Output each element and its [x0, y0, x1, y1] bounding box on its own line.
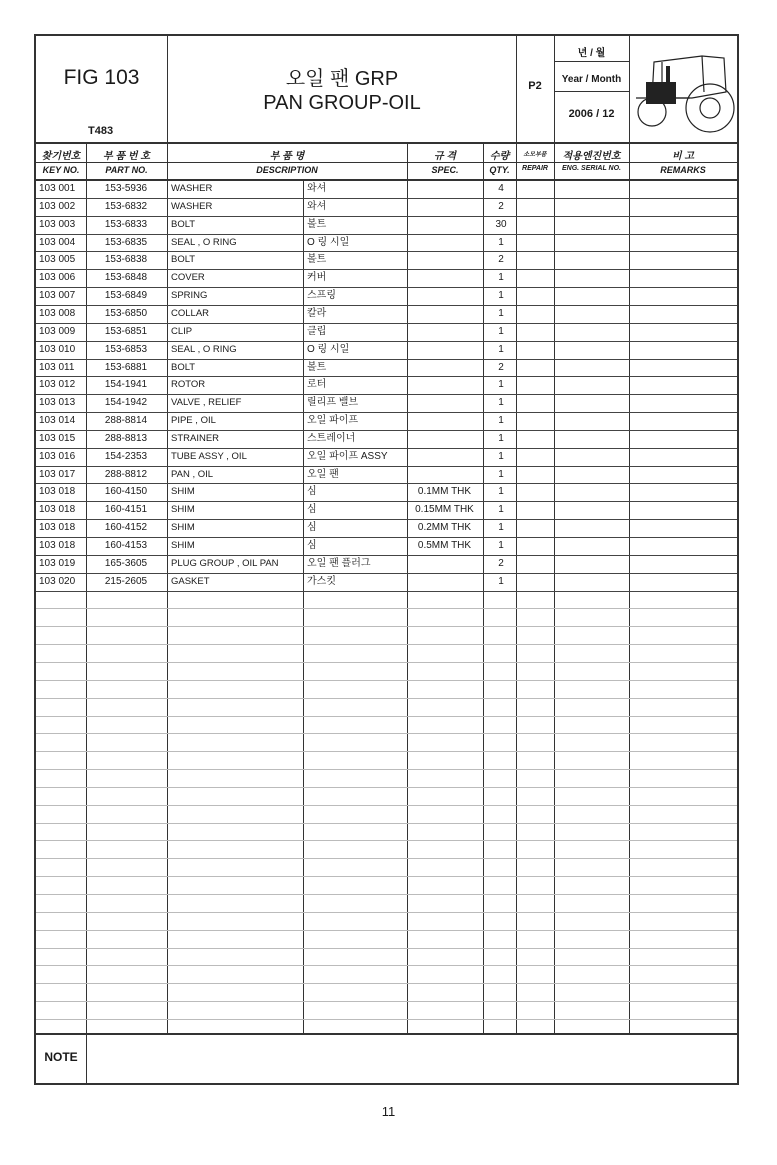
row-divider [36, 466, 737, 467]
quantity: 2 [498, 361, 504, 373]
table-row [36, 251, 737, 269]
description-korean: 칼라 [307, 307, 327, 319]
spec: 0.1MM THK [417, 486, 472, 498]
quantity: 1 [498, 575, 504, 587]
table-row [36, 287, 737, 305]
key-number: 103 020 [39, 575, 76, 587]
spec [407, 466, 482, 483]
row-divider [36, 626, 737, 627]
row-divider [36, 341, 737, 342]
spec [407, 216, 482, 233]
spec: 0.15MM THK [415, 504, 474, 516]
row-divider [36, 787, 737, 788]
description: SHIM [171, 504, 195, 516]
spec [407, 394, 482, 411]
row-divider [36, 591, 737, 592]
description-korean: O 링 시일 [307, 236, 350, 248]
row-divider [36, 823, 737, 824]
spec [407, 448, 482, 465]
part-number: 154-1941 [104, 379, 148, 391]
row-divider [36, 519, 737, 520]
note-label: NOTE [44, 1050, 78, 1064]
quantity: 1 [498, 468, 504, 480]
spec: 0.5MM THK [417, 540, 472, 551]
part-number: 288-8812 [104, 468, 148, 480]
row-divider [36, 216, 737, 217]
description: PLUG GROUP , OIL PAN [171, 557, 279, 569]
description-korean: 스트레이너 [307, 432, 356, 444]
spec [407, 269, 482, 286]
part-number: 153-6833 [104, 218, 148, 230]
row-divider [36, 680, 737, 681]
quantity: 1 [498, 540, 504, 551]
col-part-en: PART NO. [105, 165, 148, 175]
row-divider [36, 198, 737, 199]
part-number: 153-6851 [104, 325, 148, 337]
row-divider [36, 483, 737, 484]
description: BOLT [171, 218, 196, 230]
tractor-icon [632, 42, 738, 140]
row-divider [36, 733, 737, 734]
key-number: 103 010 [39, 343, 76, 355]
row-divider [36, 965, 737, 966]
quantity: 1 [498, 379, 504, 391]
description-korean: 와셔 [307, 200, 327, 212]
description: BOLT [171, 361, 196, 373]
part-number: 153-6881 [104, 361, 148, 373]
row-divider [36, 698, 737, 699]
quantity: 1 [498, 486, 504, 498]
col-key-en: KEY NO. [42, 165, 80, 175]
row-divider [36, 948, 737, 949]
row-divider [36, 287, 737, 288]
row-divider [36, 1019, 737, 1020]
part-number: 154-1942 [104, 397, 148, 409]
quantity: 1 [498, 415, 504, 427]
key-number: 103 018 [39, 540, 76, 551]
table-row [36, 412, 737, 430]
description-korean: 릴리프 밸브 [307, 397, 359, 409]
model-code: T483 [88, 125, 114, 137]
quantity: 1 [498, 325, 504, 337]
table-row [36, 323, 737, 341]
title-korean: 오일 팬 GRP [285, 68, 399, 90]
key-number: 103 006 [39, 272, 76, 284]
row-divider [36, 805, 737, 806]
part-number: 153-6838 [104, 254, 148, 266]
description: WASHER [171, 183, 213, 194]
spec: 0.2MM THK [417, 522, 472, 534]
key-number: 103 003 [39, 218, 76, 230]
description: TUBE ASSY , OIL [171, 450, 247, 462]
part-number: 160-4151 [104, 504, 148, 516]
row-divider [36, 858, 737, 859]
spec [407, 341, 482, 358]
key-number: 103 005 [39, 254, 76, 266]
col-repair-kr: 소모부품 [523, 152, 547, 158]
spec [407, 359, 482, 376]
spec [407, 198, 482, 215]
description: PAN , OIL [171, 468, 214, 480]
description: STRAINER [171, 432, 220, 444]
col-key-kr: 찾기번호 [41, 151, 81, 162]
table-row [36, 198, 737, 216]
part-number: 153-6853 [104, 343, 148, 355]
row-divider [36, 876, 737, 877]
row-divider [36, 608, 737, 609]
table-row [36, 394, 737, 412]
description: SEAL , O RING [171, 236, 237, 248]
row-divider [36, 234, 737, 235]
spec [407, 412, 482, 429]
row-divider [36, 769, 737, 770]
spec [407, 430, 482, 447]
key-number: 103 011 [39, 361, 75, 373]
description: ROTOR [171, 379, 206, 391]
part-number: 154-2353 [104, 450, 148, 462]
description-korean: 볼트 [307, 361, 327, 373]
row-divider [36, 930, 737, 931]
description-korean: 와셔 [307, 183, 327, 194]
quantity: 4 [498, 183, 504, 194]
part-number: 215-2605 [104, 575, 148, 587]
table-row [36, 573, 737, 591]
key-number: 103 018 [39, 522, 76, 534]
row-divider [36, 555, 737, 556]
page-code: P2 [528, 80, 542, 92]
row-divider [36, 430, 737, 431]
description: SEAL , O RING [171, 343, 237, 355]
key-number: 103 013 [39, 397, 76, 409]
part-number: 153-6848 [104, 272, 148, 284]
issue-date: 2006 / 12 [568, 108, 615, 120]
table-row [36, 234, 737, 252]
description: GASKET [171, 575, 210, 587]
description: COVER [171, 272, 205, 284]
part-number: 153-6849 [104, 290, 148, 302]
row-divider [36, 269, 737, 270]
quantity: 1 [498, 522, 504, 534]
description-korean: 오일 파이프 [307, 415, 359, 427]
key-number: 103 016 [39, 450, 76, 462]
key-number: 103 001 [39, 183, 76, 194]
year-month-korean: 년 / 월 [577, 48, 606, 59]
quantity: 2 [498, 200, 504, 212]
row-divider [36, 412, 737, 413]
row-divider [36, 305, 737, 306]
row-divider [36, 359, 737, 360]
key-number: 103 004 [39, 236, 76, 248]
part-number: 165-3605 [104, 557, 148, 569]
description-korean: 오일 파이프 ASSY [307, 450, 388, 462]
row-divider [36, 448, 737, 449]
col-desc-kr: 부 품 명 [269, 151, 305, 162]
spec [407, 180, 482, 197]
spec [407, 323, 482, 340]
row-divider [36, 662, 737, 663]
part-number: 160-4153 [104, 540, 148, 551]
table-row [36, 466, 737, 484]
description: WASHER [171, 200, 213, 212]
description-korean: 오일 팬 [307, 468, 339, 480]
quantity: 1 [498, 307, 504, 319]
row-divider [36, 501, 737, 502]
quantity: 30 [495, 218, 507, 230]
spec [407, 376, 482, 393]
key-number: 103 002 [39, 200, 76, 212]
description: VALVE , RELIEF [171, 397, 242, 409]
key-number: 103 019 [39, 557, 76, 569]
col-eng-en: ENG. SERIAL NO. [562, 165, 621, 172]
row-divider [36, 840, 737, 841]
part-number: 288-8813 [104, 432, 148, 444]
page-number: 11 [381, 1104, 396, 1119]
row-divider [36, 323, 737, 324]
description-korean: O 링 시일 [307, 343, 350, 355]
quantity: 1 [498, 290, 504, 302]
description-korean: 스프링 [307, 290, 336, 302]
part-number: 288-8814 [104, 415, 148, 427]
key-number: 103 018 [39, 504, 76, 516]
col-desc-en: DESCRIPTION [256, 165, 318, 175]
description: SHIM [171, 486, 195, 498]
row-divider [36, 644, 737, 645]
key-number: 103 017 [39, 468, 76, 480]
table-row [36, 269, 737, 287]
table-row [36, 448, 737, 466]
description-korean: 심 [307, 486, 317, 498]
description-korean: 심 [307, 540, 317, 551]
table-row [36, 180, 737, 198]
description-korean: 커버 [307, 272, 327, 284]
part-number: 153-5936 [104, 183, 148, 194]
quantity: 1 [498, 397, 504, 409]
table-row [36, 483, 737, 501]
col-qty-en: QTY. [489, 165, 510, 175]
description: BOLT [171, 254, 196, 266]
quantity: 1 [498, 272, 504, 284]
description-korean: 오일 팬 플러그 [307, 557, 371, 569]
col-repair-en: REPAIR [522, 165, 548, 172]
col-remarks-en: REMARKS [660, 165, 706, 175]
part-number: 153-6850 [104, 307, 148, 319]
table-row [36, 537, 737, 555]
title-english: PAN GROUP-OIL [263, 92, 421, 114]
description-korean: 클립 [307, 325, 327, 337]
figure-number: FIG 103 [63, 66, 140, 89]
table-row [36, 359, 737, 377]
row-divider [36, 537, 737, 538]
key-number: 103 008 [39, 307, 76, 319]
description-korean: 심 [307, 522, 317, 534]
description: COLLAR [171, 307, 210, 319]
description-korean: 로터 [307, 379, 327, 391]
row-divider [36, 1001, 737, 1002]
description-korean: 볼트 [307, 218, 327, 230]
spec [407, 573, 482, 590]
table-row [36, 501, 737, 519]
description: SHIM [171, 540, 195, 551]
part-number: 153-6832 [104, 200, 148, 212]
spec [407, 251, 482, 268]
description: SPRING [171, 290, 208, 302]
row-divider [36, 251, 737, 252]
quantity: 1 [498, 236, 504, 248]
description: PIPE , OIL [171, 415, 216, 427]
table-row [36, 376, 737, 394]
col-qty-kr: 수량 [489, 151, 510, 162]
part-number: 153-6835 [104, 236, 148, 248]
row-divider [36, 751, 737, 752]
description: CLIP [171, 325, 193, 337]
quantity: 2 [498, 557, 504, 569]
part-number: 160-4152 [104, 522, 148, 534]
table-row [36, 555, 737, 573]
description: SHIM [171, 522, 195, 534]
row-divider [36, 716, 737, 717]
quantity: 2 [498, 254, 504, 266]
row-divider [36, 573, 737, 574]
row-divider [36, 912, 737, 913]
part-number: 160-4150 [104, 486, 148, 498]
description-korean: 가스킷 [307, 575, 336, 587]
quantity: 1 [498, 432, 504, 444]
col-eng-kr: 적용엔진번호 [562, 151, 621, 162]
row-divider [36, 376, 737, 377]
row-divider [36, 894, 737, 895]
table-row [36, 430, 737, 448]
key-number: 103 012 [39, 379, 76, 391]
year-month-english: Year / Month [561, 74, 622, 85]
key-number: 103 014 [39, 415, 76, 427]
col-spec-kr: 규 격 [433, 151, 457, 162]
row-divider [36, 394, 737, 395]
row-divider [36, 983, 737, 984]
key-number: 103 018 [39, 486, 76, 498]
col-part-kr: 부 품 번 호 [103, 151, 150, 162]
col-remarks-kr: 비 고 [671, 151, 695, 162]
spec [407, 305, 482, 322]
parts-sheet [34, 34, 739, 1085]
key-number: 103 015 [39, 432, 76, 444]
table-row [36, 216, 737, 234]
quantity: 1 [498, 504, 504, 516]
key-number: 103 007 [39, 290, 76, 302]
table-row [36, 305, 737, 323]
key-number: 103 009 [39, 325, 76, 337]
spec [407, 555, 482, 572]
spec [407, 234, 482, 251]
quantity: 1 [498, 450, 504, 462]
table-row [36, 341, 737, 359]
table-row [36, 519, 737, 537]
description-korean: 볼트 [307, 254, 327, 266]
description-korean: 심 [307, 504, 317, 516]
spec [407, 287, 482, 304]
col-spec-en: SPEC. [431, 165, 459, 175]
quantity: 1 [498, 343, 504, 355]
